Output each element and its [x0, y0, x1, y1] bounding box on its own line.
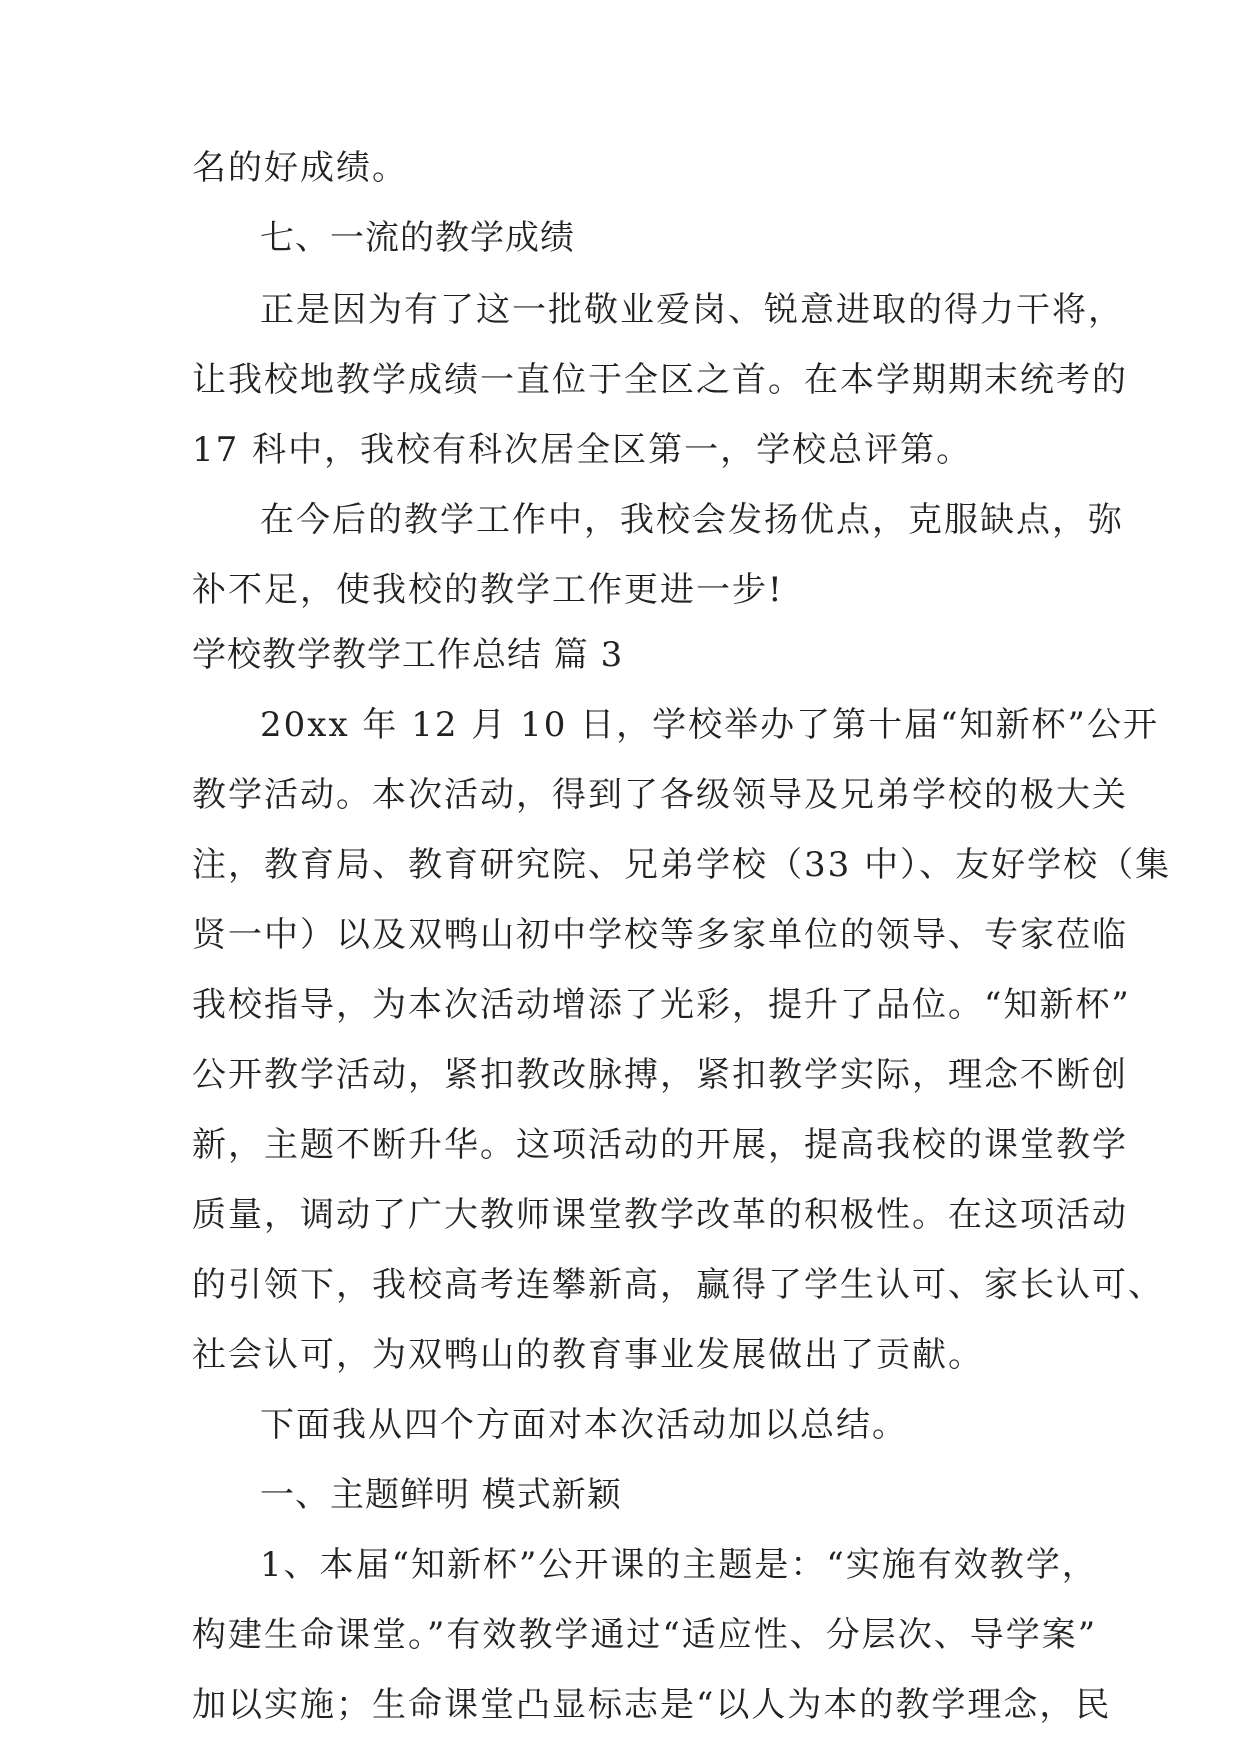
section-heading: 七、一流的教学成绩 [260, 218, 575, 258]
paragraph-line: 社会认可，为双鸭山的教育事业发展做出了贡献。 [192, 1335, 984, 1375]
paragraph-line: 下面我从四个方面对本次活动加以总结。 [260, 1405, 908, 1445]
paragraph-line: 补不足，使我校的教学工作更进一步! [192, 570, 784, 610]
paragraph-line: 加以实施；生命课堂凸显标志是“以人为本的教学理念，民 [192, 1685, 1112, 1725]
paragraph-line: 让我校地教学成绩一直位于全区之首。在本学期期末统考的 [192, 360, 1128, 400]
paragraph-line: 我校指导，为本次活动增添了光彩，提升了品位。“知新杯” [192, 985, 1131, 1025]
paragraph-line: 的引领下，我校高考连攀新高，赢得了学生认可、家长认可、 [192, 1265, 1164, 1305]
section-heading: 一、主题鲜明 模式新颖 [260, 1475, 622, 1515]
paragraph-line: 正是因为有了这一批敬业爱岗、锐意进取的得力干将， [260, 290, 1124, 330]
paragraph-line: 注，教育局、教育研究院、兄弟学校（33 中）、友好学校（集 [192, 845, 1172, 885]
paragraph-line: 构建生命课堂。”有效教学通过“适应性、分层次、导学案” [192, 1615, 1098, 1655]
paragraph-line: 名的好成绩。 [192, 148, 408, 188]
paragraph-line: 质量，调动了广大教师课堂教学改革的积极性。在这项活动 [192, 1195, 1128, 1235]
paragraph-line: 20xx 年 12 月 10 日，学校举办了第十届“知新杯”公开 [260, 705, 1159, 745]
paragraph-line: 在今后的教学工作中，我校会发扬优点，克服缺点，弥 [260, 500, 1124, 540]
paragraph-line: 贤一中）以及双鸭山初中学校等多家单位的领导、专家莅临 [192, 915, 1128, 955]
paragraph-line: 1、本届“知新杯”公开课的主题是：“实施有效教学， [260, 1545, 1098, 1585]
paragraph-line: 公开教学活动，紧扣教改脉搏，紧扣教学实际，理念不断创 [192, 1055, 1128, 1095]
paragraph-line: 17 科中，我校有科次居全区第一，学校总评第。 [192, 430, 973, 470]
document-title: 学校教学教学工作总结 篇 3 [192, 635, 624, 675]
paragraph-line: 新，主题不断升华。这项活动的开展，提高我校的课堂教学 [192, 1125, 1128, 1165]
paragraph-line: 教学活动。本次活动，得到了各级领导及兄弟学校的极大关 [192, 775, 1128, 815]
